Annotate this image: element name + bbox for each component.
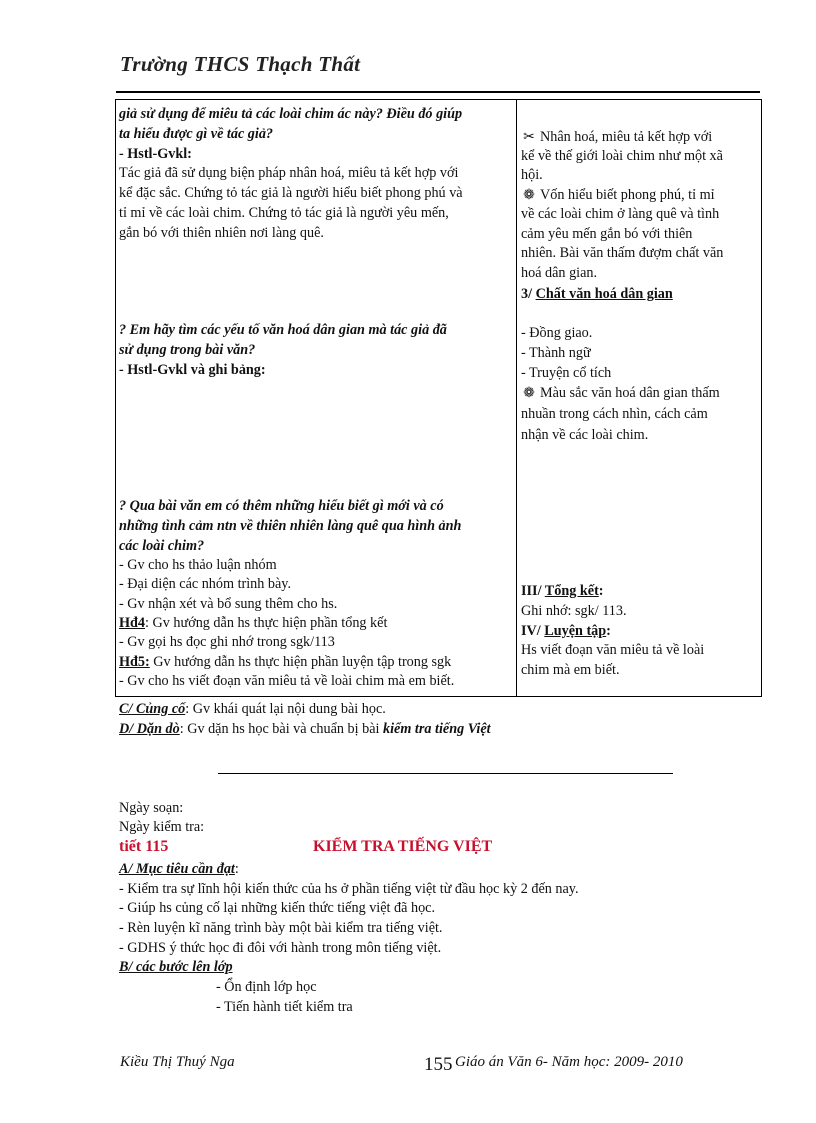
activity-5-label: Hđ5:	[119, 654, 150, 670]
question-3-line-2: những tình cảm ntn về thiên nhiên làng quê qua hình ảnh	[119, 518, 462, 534]
right-line-6: cảm yêu mến gắn bó với thiên	[521, 226, 693, 242]
hstl-gvkl-ghi-bang-label: - Hstl-Gvkl và ghi bảng:	[119, 362, 266, 378]
flower-bullet-icon: ❁	[523, 188, 535, 203]
folk-item-dong-giao: - Đồng giao.	[521, 325, 593, 341]
step-present: - Đại diện các nhóm trình bày.	[119, 576, 292, 592]
step-discussion: - Gv cho hs thảo luận nhóm	[119, 557, 277, 573]
objective-1: - Kiểm tra sự lĩnh hội kiến thức của hs ở phần tiếng việt từ đầu học kỳ 2 đến nay.	[119, 881, 579, 897]
right-von-hieu-biet: Vốn hiểu biết phong phú, tỉ mỉ	[540, 187, 715, 203]
consolidation-text: : Gv khái quát lại nội dung bài học.	[185, 701, 386, 717]
footer-page-number: 155	[424, 1054, 453, 1075]
date-test: Ngày kiểm tra:	[119, 819, 205, 835]
homework-next-lesson: kiểm tra tiếng Việt	[383, 721, 491, 737]
step-conduct-test: - Tiến hành tiết kiểm tra	[216, 999, 353, 1015]
objectives-heading	[119, 860, 239, 879]
right-folk-summary-1	[521, 384, 720, 403]
question-3-line-1: ? Qua bài văn em có thêm những hiểu biết gì mới và có	[119, 498, 444, 514]
lesson-title: KIỂM TRA TIẾNG VIỆT	[313, 838, 493, 855]
objectives-colon: :	[234, 861, 239, 877]
right-folk-summary-2: nhuần trong cách nhìn, cách cảm	[521, 406, 708, 422]
step-class-order: - Ổn định lớp học	[216, 979, 317, 995]
question-2-line-1: ? Em hãy tìm các yếu tố văn hoá dân gian mà tác giả đã	[119, 322, 447, 338]
section-iii-number: III/	[521, 583, 545, 599]
practice-line-2: chim mà em biết.	[521, 662, 620, 678]
folk-item-thanh-ngu: - Thành ngữ	[521, 345, 591, 361]
right-line-2: kể về thế giới loài chim như một xã	[521, 148, 723, 164]
question-3-line-3: các loài chim?	[119, 538, 205, 554]
section-iv-title: Luyện tập	[544, 623, 607, 639]
footer-course: Giáo án Văn 6- Năm học: 2009- 2010	[455, 1054, 683, 1070]
activity-4-text: : Gv hướng dẫn hs thực hiện phần tổng kết	[145, 615, 388, 631]
section-iv-heading	[521, 622, 611, 641]
ghi-nho-reference: Ghi nhớ: sgk/ 113.	[521, 603, 627, 619]
right-line-7: nhiên. Bài văn thấm đượm chất văn	[521, 245, 724, 261]
homework-line	[119, 720, 491, 739]
answer-1-line-3: tỉ mỉ về các loài chim. Chứng tỏ tác giả là người yêu mến,	[119, 205, 449, 221]
right-folk-summary-3: nhận về các loài chim.	[521, 427, 649, 443]
consolidation-label: C/ Củng cố	[119, 701, 186, 717]
flower-bullet-icon: ❁	[523, 386, 535, 401]
section-iv-colon: :	[606, 623, 611, 639]
answer-1-line-1: Tác giả đã sử dụng biện pháp nhân hoá, miêu tả kết hợp với	[119, 165, 459, 181]
activity-4	[119, 614, 387, 633]
objective-2: - Giúp hs củng cố lại những kiến thức tiếng việt đã học.	[119, 900, 436, 916]
answer-1-line-2: kể đặc sắc. Chứng tỏ tác giả là người hiểu biết phong phú và	[119, 185, 463, 201]
section-3-heading	[521, 285, 673, 304]
section-iii-title: Tổng kết	[544, 583, 599, 599]
step-read-memo: - Gv gọi hs đọc ghi nhớ trong sgk/113	[119, 634, 335, 650]
activity-5	[119, 653, 451, 672]
question-1-line-2: ta hiểu được gì về tác giả?	[119, 126, 274, 142]
steps-heading: B/ các bước lên lớp	[119, 959, 233, 975]
consolidation-line	[119, 700, 386, 719]
date-prepared: Ngày soạn:	[119, 800, 184, 816]
lesson-period: tiết 115	[119, 838, 169, 855]
right-nhan-hoa: Nhân hoá, miêu tả kết hợp với	[540, 129, 713, 145]
footer-author: Kiều Thị Thuý Nga	[120, 1054, 235, 1070]
lesson-separator	[218, 773, 673, 774]
table-column-divider	[516, 99, 517, 697]
activity-5-text: Gv hướng dẫn hs thực hiện phần luyện tập trong sgk	[149, 654, 452, 670]
scissors-icon: ✂	[523, 130, 535, 145]
section-iv-number: IV/	[521, 623, 545, 639]
folk-item-truyen-co-tich: - Truyện cổ tích	[521, 365, 612, 381]
right-line-3: hội.	[521, 167, 543, 183]
objective-4: - GDHS ý thức học đi đôi với hành trong môn tiếng việt.	[119, 940, 442, 956]
step-write-paragraph: - Gv cho hs viết đoạn văn miêu tả về loài chim mà em biết.	[119, 673, 455, 689]
activity-4-label: Hđ4	[119, 615, 146, 631]
question-2-line-2: sử dụng trong bài văn?	[119, 342, 256, 358]
right-line-5: về các loài chim ở làng quê và tình	[521, 206, 720, 222]
section-iii-colon: :	[598, 583, 604, 599]
right-line-1	[521, 128, 712, 147]
homework-label: D/ Dặn dò	[119, 721, 180, 737]
right-mau-sac: Màu sắc văn hoá dân gian thấm	[540, 385, 720, 401]
right-line-8: hoá dân gian.	[521, 265, 598, 281]
section-3-number: 3/	[521, 286, 536, 302]
practice-line-1: Hs viết đoạn văn miêu tả về loài	[521, 642, 705, 658]
question-1-line-1: giả sử dụng để miêu tả các loài chim ác này? Điều đó giúp	[119, 106, 463, 122]
school-header: Trường THCS Thạch Thất	[120, 52, 361, 76]
section-3-title: Chất văn hoá dân gian	[535, 286, 673, 302]
homework-text: : Gv dặn hs học bài và chuẩn bị bài	[179, 721, 384, 737]
step-review: - Gv nhận xét và bổ sung thêm cho hs.	[119, 596, 338, 612]
objectives-label: A/ Mục tiêu cần đạt	[119, 861, 235, 877]
objective-3: - Rèn luyện kĩ năng trình bày một bài kiểm tra tiếng việt.	[119, 920, 443, 936]
right-line-4	[521, 186, 715, 205]
hstl-gvkl-label: - Hstl-Gvkl:	[119, 146, 192, 162]
answer-1-line-4: gắn bó với thiên nhiên nơi làng quê.	[119, 225, 324, 241]
section-iii-heading	[521, 582, 604, 601]
header-rule	[116, 91, 760, 93]
